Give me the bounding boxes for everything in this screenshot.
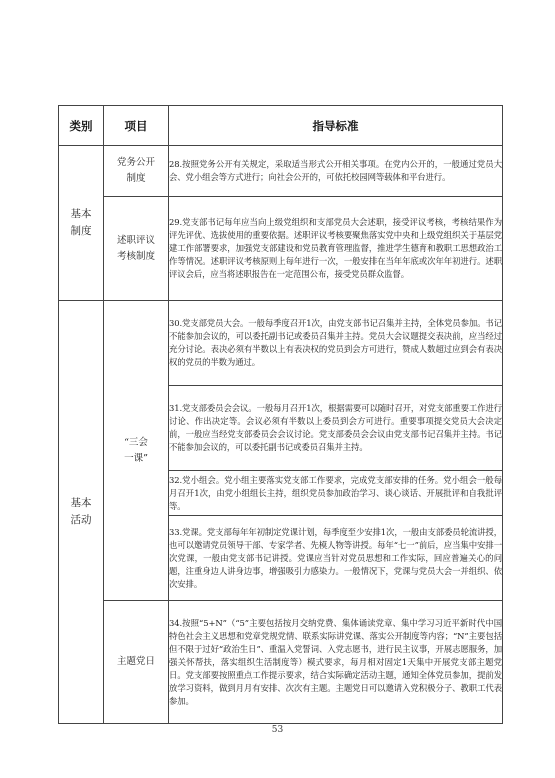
item-cell-theme-party-day: [104, 601, 169, 724]
standard-cell: [169, 146, 503, 197]
standard-text: 32.党小组会。党小组主要落实党支部工作要求，完成党支部安排的任务。党小组会一般每月召开1次，由党小组组长主持，组织党员参加政治学习、谈心谈话、开展批评和自我批评等。: [169, 474, 502, 511]
category-cell-basic-activities: [59, 301, 104, 724]
item-label: 考核制度: [116, 250, 155, 262]
standard-text: 29.党支部书记每年应当向上级党组织和支部党员大会述职，接受评议考核，考核结果作为评先评优、选拔使用的重要依据。述职评议考核要聚焦落实党中央和上级党组织关于基层党建工作部署要求，加强党支部建设和党员教育管理监督，推进学生德育和教职工思想政治工作等情况。述职评议考核原则上每年进行一次，一般安排在当年年底或次年年初进行。述职评议会后，应当将述职报告在一定范围公布，接受党员群众监督。: [169, 217, 502, 279]
item-label: 制度: [126, 173, 146, 184]
item-cell-three-meetings-one-lesson: [104, 301, 169, 601]
item-label: 一课”: [124, 452, 148, 464]
table-header-row: [59, 106, 503, 146]
standard-text: 28.按照党务公开有关规定，采取适当形式公开相关事项。在党内公开的，一般通过党员大会、党小组会等方式进行；向社会公开的，可依托校园网等载体和平台进行。: [169, 159, 502, 182]
item-label: “三会: [124, 436, 148, 448]
standard-cell: [169, 471, 503, 516]
standard-cell: [169, 516, 503, 601]
guidance-table: [58, 105, 503, 724]
standard-cell: [169, 601, 503, 724]
item-label: 主题党日: [116, 656, 155, 667]
category-label: 活动: [70, 514, 92, 526]
item-cell-report-evaluation: [104, 197, 169, 301]
standard-text: 30.党支部党员大会。一般每季度召开1次，由党支部书记召集并主持，全体党员参加。书记不能参加会议的，可以委托副书记或委员召集并主持。党员大会议题提交表决前，应当经过充分讨论。表决必须有半数以上有表决权的党员到会方可进行，赞成人数超过应到会有表决权的党员的半数为通过。: [169, 318, 502, 367]
standard-cell: [169, 197, 503, 301]
category-label: 基本: [70, 208, 92, 220]
category-label: 基本: [70, 497, 92, 509]
page-number: 53: [271, 725, 284, 735]
standard-text: 33.党课。党支部每年年初制定党课计划，每季度至少安排1次，一般由支部委员轮流讲授，也可以邀请党员领导干部、专家学者、先模人物等讲授。每年“七一”前后，应当集中安排一次党课，一般由党支部书记讲授。党课应当针对党员思想和工作实际，回应普遍关心的问题，注重身边人讲身边事，增强吸引力感染力。一般情况下，党课与党员大会一并组织、依次安排。: [169, 526, 502, 589]
header-standard: 指导标准: [169, 106, 503, 146]
category-cell-basic-system: [59, 146, 104, 301]
table-row: [59, 601, 503, 724]
table-row: [59, 197, 503, 301]
header-category: 类别: [59, 106, 104, 146]
item-label: 述职评议: [116, 234, 155, 246]
item-label: 党务公开: [116, 157, 155, 168]
table-row: [59, 301, 503, 386]
standard-text: 34.按照“5+N”（“5”主要包括按月交纳党费、集体诵读党章、集中学习习近平新时代中国特色社会主义思想和党章党规党情、联系实际讲党课、落实公开制度等内容；“N”主要包括但不限于过好“政治生日”、重温入党誓词、入党志愿书，进行民主议事，开展志愿服务，加强关怀帮扶，落实组织生活制度等）模式要求，每月相对固定1天集中开展党支部主题党日。党支部要按照重点工作提示要求，结合实际确定活动主题，通知全体党员参加，提前发放学习资料，做到月月有安排、次次有主题。主题党日可以邀请入党积极分子、教职工代表参加。: [169, 617, 502, 706]
item-cell-party-affairs-disclosure: [104, 146, 169, 197]
header-item: 项目: [104, 106, 169, 146]
standard-text: 31.党支部委员会会议。一般每月召开1次，根据需要可以随时召开，对党支部重要工作进行讨论、作出决定等。会议必须有半数以上委员到会方可进行。重要事项提交党员大会决定前，一般应当经党支部委员会会议讨论。党支部委员会会议由党支部书记召集并主持。书记不能参加会议的，可以委托副书记或委员召集并主持。: [169, 403, 502, 452]
table-row: [59, 146, 503, 197]
standard-cell: [169, 386, 503, 471]
category-label: 制度: [70, 225, 92, 237]
standard-cell: [169, 301, 503, 386]
